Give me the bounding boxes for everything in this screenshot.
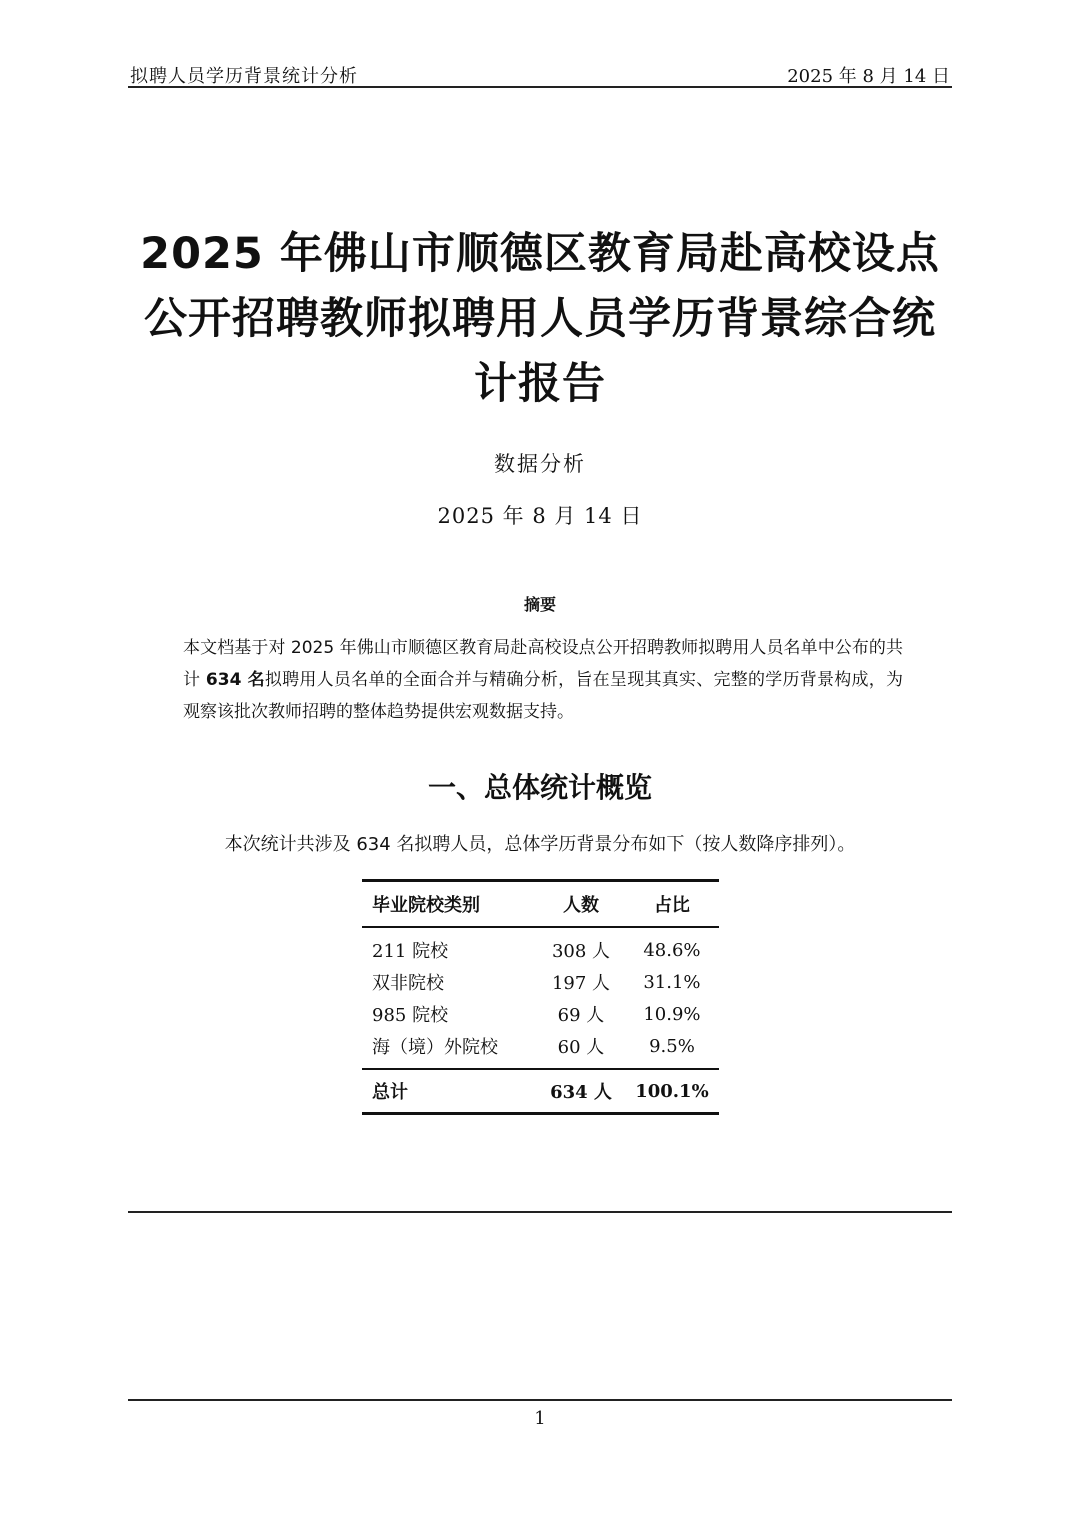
divider <box>128 1211 952 1213</box>
table-cell: 985 院校 <box>372 1005 449 1026</box>
header-date: 2025 年 8 月 14 日 <box>787 66 950 87</box>
abstract-text <box>183 632 903 728</box>
total-label: 总计 <box>362 1069 537 1114</box>
table-cell: 双非院校 <box>372 973 444 994</box>
table-cell: 31.1% <box>643 971 701 993</box>
document-title <box>120 222 960 417</box>
total-percent: 100.1% <box>625 1069 719 1114</box>
table-cell: 211 院校 <box>372 941 449 962</box>
column-header: 毕业院校类别 <box>362 881 537 928</box>
table-total-row <box>362 1069 719 1114</box>
table-header-row <box>362 881 719 928</box>
table-row <box>362 998 719 1030</box>
footer-rule <box>128 1399 952 1401</box>
table-row <box>362 1030 719 1069</box>
table-cell: 48.6% <box>643 939 701 961</box>
table-cell: 60 人 <box>557 1037 605 1058</box>
running-header <box>128 62 952 88</box>
section-intro: 本次统计共涉及 634 名拟聘人员，总体学历背景分布如下（按人数降序排列）。 <box>224 834 856 855</box>
table-row <box>362 927 719 966</box>
table-cell: 197 人 <box>551 973 611 994</box>
abstract-text-part: 本文档基于对 2025 年佛山市顺德区教育局赴高校设点公开招聘教师拟聘用人员名单中公布的共计 <box>183 638 903 690</box>
table-cell: 308 人 <box>551 941 611 962</box>
title-line: 公开招聘教师拟聘用人员学历背景综合统 <box>144 294 936 344</box>
title-line: 2025 年佛山市顺德区教育局赴高校设点 <box>140 229 940 279</box>
table-cell: 9.5% <box>649 1035 695 1057</box>
abstract-bold-count: 634 名 <box>205 670 265 690</box>
header-title: 拟聘人员学历背景统计分析 <box>130 66 358 87</box>
author: 数据分析 <box>494 452 586 476</box>
column-header: 占比 <box>625 881 719 928</box>
section-title: 一、总体统计概览 <box>427 771 652 804</box>
table-cell: 10.9% <box>643 1003 701 1025</box>
total-count: 634 人 <box>537 1069 625 1114</box>
page-number: 1 <box>534 1408 546 1429</box>
stats-table <box>362 879 719 1115</box>
table-row <box>362 966 719 998</box>
table-cell: 海（境）外院校 <box>372 1037 498 1058</box>
title-line: 计报告 <box>474 359 606 409</box>
abstract-heading: 摘要 <box>523 595 556 614</box>
column-header: 人数 <box>537 881 625 928</box>
document-date: 2025 年 8 月 14 日 <box>437 504 643 528</box>
table-cell: 69 人 <box>557 1005 605 1026</box>
abstract-text-part: 拟聘用人员名单的全面合并与精确分析，旨在呈现其真实、完整的学历背景构成，为观察该批次教师招聘的整体趋势提供宏观数据支持。 <box>183 670 904 722</box>
